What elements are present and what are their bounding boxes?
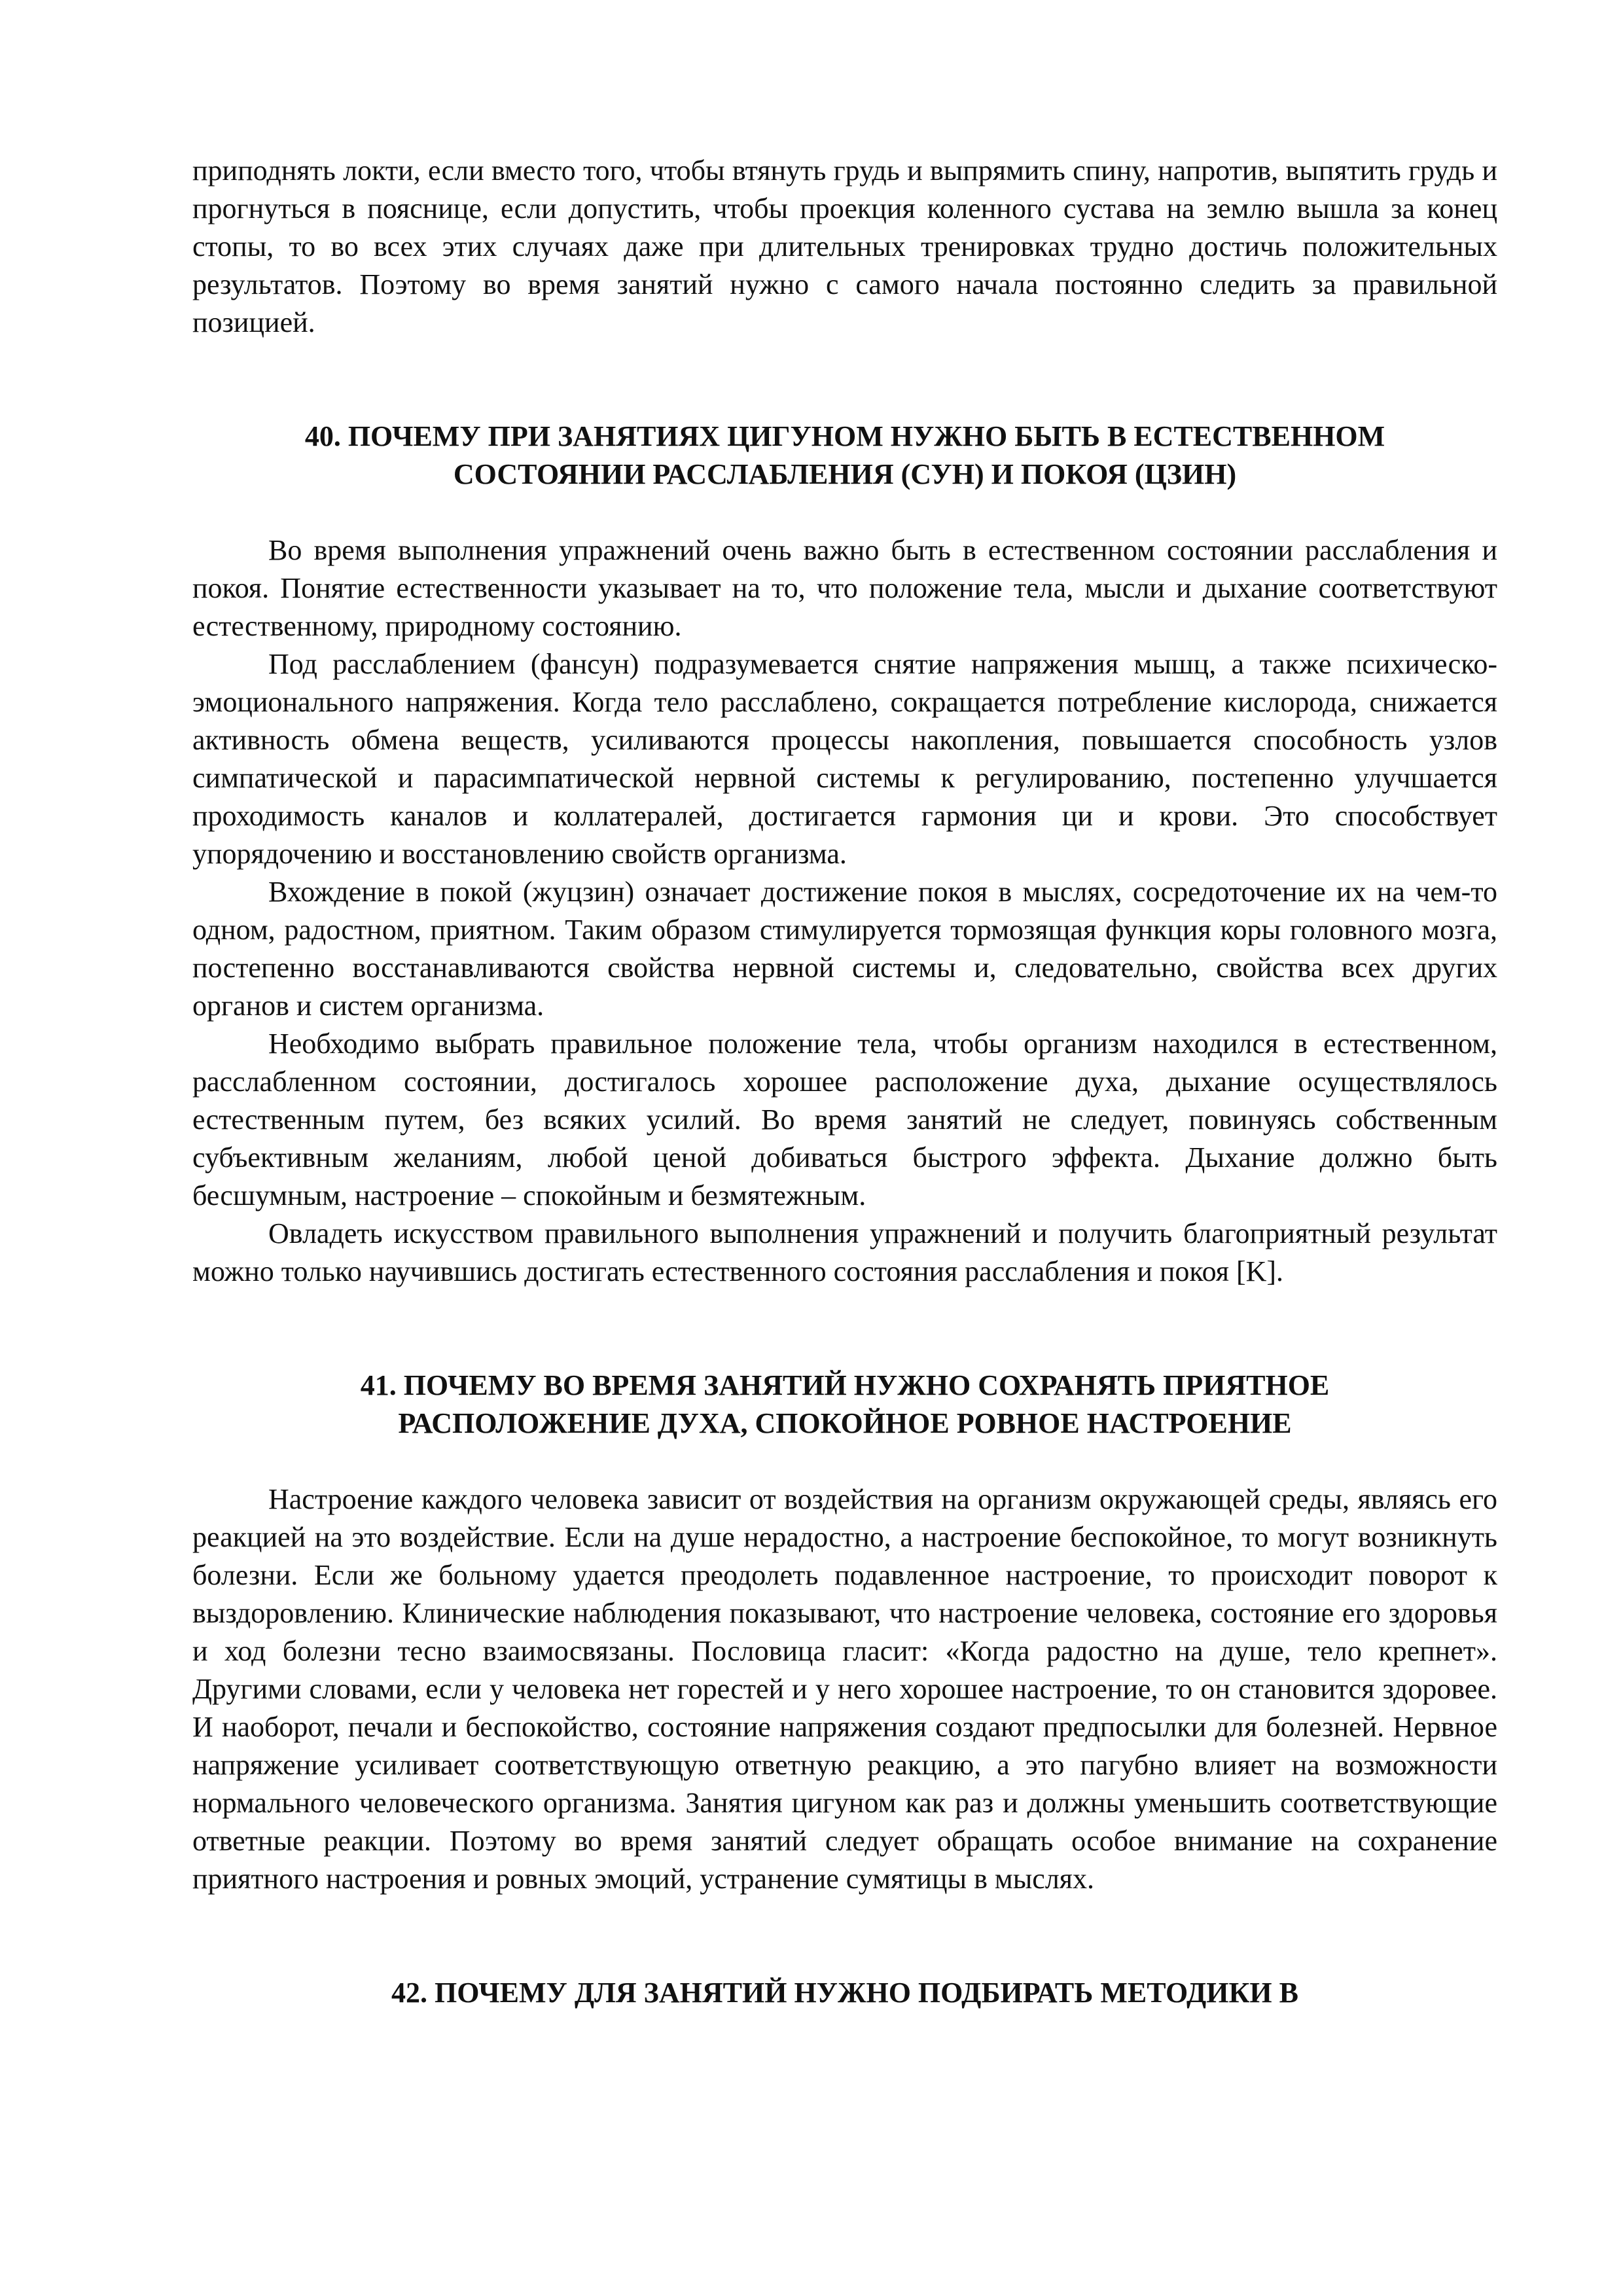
- section-40-paragraph-1: Во время выполнения упражнений очень важно быть в естественном состоянии расслабления и покоя. Понятие естественности указывает на то, что положение тела, мысли и дыхание соответствуют естественному, природному состоянию.: [192, 534, 1497, 642]
- document-page: [192, 152, 1497, 2012]
- section-40-heading-line2: СОСТОЯНИИ РАССЛАБЛЕНИЯ (СУН) И ПОКОЯ (ЦЗИН): [453, 458, 1237, 490]
- section-40-paragraph-3: Вхождение в покой (жуцзин) означает достижение покоя в мыслях, сосредоточение их на чем-то одном, радостном, приятном. Таким образом стимулируется тормозящая функция коры головного мозга, постепенно восстанавливаются свойства нервной системы и, следовательно, свойства всех других органов и систем организма.: [192, 876, 1497, 1022]
- section-41-heading-line1: 41. ПОЧЕМУ ВО ВРЕМЯ ЗАНЯТИЙ НУЖНО СОХРАНЯТЬ ПРИЯТНОЕ: [360, 1369, 1330, 1401]
- section-41-paragraph-1: Настроение каждого человека зависит от воздействия на организм окружающей среды, являясь его реакцией на это воздействие. Если на душе нерадостно, а настроение беспокойное, то могут возникнуть болезни. Если же больному удается преодолеть подавленное настроение, то происходит поворот к выздоровлению. Клинические наблюдения показывают, что настроение человека, состояние его здоровья и ход болезни тесно взаимосвязаны. Пословица гласит: «Когда радостно на душе, тело крепнет». Другими словами, если у человека нет горестей и у него хорошее настроение, то он становится здоровее. И наоборот, печали и беспокойство, состояние напряжения создают предпосылки для болезней. Нервное напряжение усиливает соответствующую ответную реакцию, а это пагубно влияет на возможности нормального человеческого организма. Занятия цигуном как раз и должны уменьшить соответствующие ответные реакции. Поэтому во время занятий следует обращать особое внимание на сохранение приятного настроения и ровных эмоций, устранение сумятицы в мыслях.: [192, 1483, 1497, 1895]
- section-42-heading: [192, 1974, 1497, 2012]
- section-42-heading-line1: 42. ПОЧЕМУ ДЛЯ ЗАНЯТИЙ НУЖНО ПОДБИРАТЬ МЕТОДИКИ В: [391, 1977, 1298, 2009]
- section-40-paragraph-5: Овладеть искусством правильного выполнения упражнений и получить благоприятный результат можно только научившись достигать естественного состояния расслабления и покоя [K].: [192, 1217, 1497, 1287]
- section-40-paragraph-4: Необходимо выбрать правильное положение тела, чтобы организм находился в естественном, расслабленном состоянии, достигалось хорошее расположение духа, дыхание осуществлялось естественным путем, без всяких усилий. Во время занятий не следует, повинуясь собственным субъективным желаниям, любой ценой добиваться быстрого эффекта. Дыхание должно быть бесшумным, настроение – спокойным и безмятежным.: [192, 1028, 1497, 1211]
- section-41-heading-line2: РАСПОЛОЖЕНИЕ ДУХА, СПОКОЙНОЕ РОВНОЕ НАСТРОЕНИЕ: [398, 1407, 1292, 1439]
- section-40-heading: [192, 418, 1497, 493]
- intro-paragraph: приподнять локти, если вместо того, чтобы втянуть грудь и выпрямить спину, напротив, выпятить грудь и прогнуться в пояснице, если допустить, чтобы проекция коленного сустава на землю вышла за конец стопы, то во всех этих случаях даже при длительных тренировках трудно достичь положительных результатов. Поэтому во время занятий нужно с самого начала постоянно следить за правильной позицией.: [192, 154, 1497, 338]
- section-40-heading-line1: 40. ПОЧЕМУ ПРИ ЗАНЯТИЯХ ЦИГУНОМ НУЖНО БЫТЬ В ЕСТЕСТВЕННОМ: [304, 420, 1385, 452]
- section-41-heading: [192, 1367, 1497, 1443]
- section-40-paragraph-2: Под расслаблением (фансун) подразумевается снятие напряжения мышц, а также психическо-эмоционального напряжения. Когда тело расслаблено, сокращается потребление кислорода, снижается активность обмена веществ, усиливаются процессы накопления, повышается способность узлов симпатической и парасимпатической нервной системы к регулированию, постепенно улучшается проходимость каналов и коллатералей, достигается гармония ци и крови. Это способствует упорядочению и восстановлению свойств организма.: [192, 648, 1497, 870]
